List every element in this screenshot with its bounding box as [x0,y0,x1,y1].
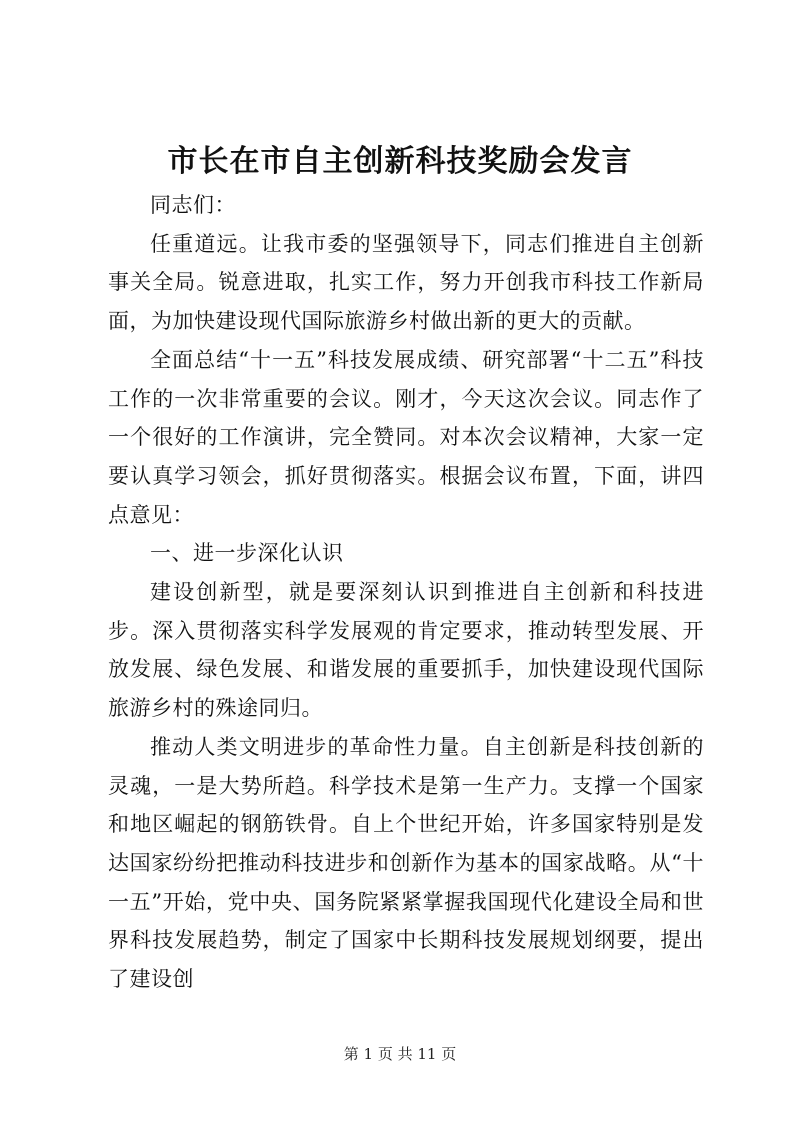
salutation-paragraph: 同志们： [150,193,236,217]
section-heading: 一、进一步深化认识 [150,541,344,566]
body-paragraph: 全面总结“十一五”科技发展成绩、研究部署“十二五”科技工作的一次非常重要的会议。刚才，今天这次会议。同志作了一个很好的工作演讲，完全赞同。对本次会议精神，大家一定要认真学习领会，抓好贯彻落实。根据会议布置，下面，讲四点意见： [108,347,704,527]
body-paragraph: 推动人类文明进步的革命性力量。自主创新是科技创新的灵魂，一是大势所趋。科学技术是第一生产力。支撑一个国家和地区崛起的钢筋铁骨。自上个世纪开始，许多国家特别是发达国家纷纷把推动科技进步和创新作为基本的国家战略。从“十一五”开始，党中央、国务院紧紧掌握我国现代化建设全局和世界科技发展趋势，制定了国家中长期科技发展规划纲要，提出了建设创 [108,734,704,992]
body-paragraph: 任重道远。让我市委的坚强领导下，同志们推进自主创新事关全局。锐意进取，扎实工作，努力开创我市科技工作新局面，为加快建设现代国际旅游乡村做出新的更大的贡献。 [108,231,704,334]
document-title: 市长在市自主创新科技奖励会发言 [167,144,633,179]
page-footer: 第 1 页 共 11 页 [343,1045,457,1063]
document-body [108,186,704,999]
body-paragraph: 建设创新型，就是要深刻认识到推进自主创新和科技进步。深入贯彻落实科学发展观的肯定要求，推动转型发展、开放发展、绿色发展、和谐发展的重要抓手，加快建设现代国际旅游乡村的殊途同归。 [108,580,704,721]
